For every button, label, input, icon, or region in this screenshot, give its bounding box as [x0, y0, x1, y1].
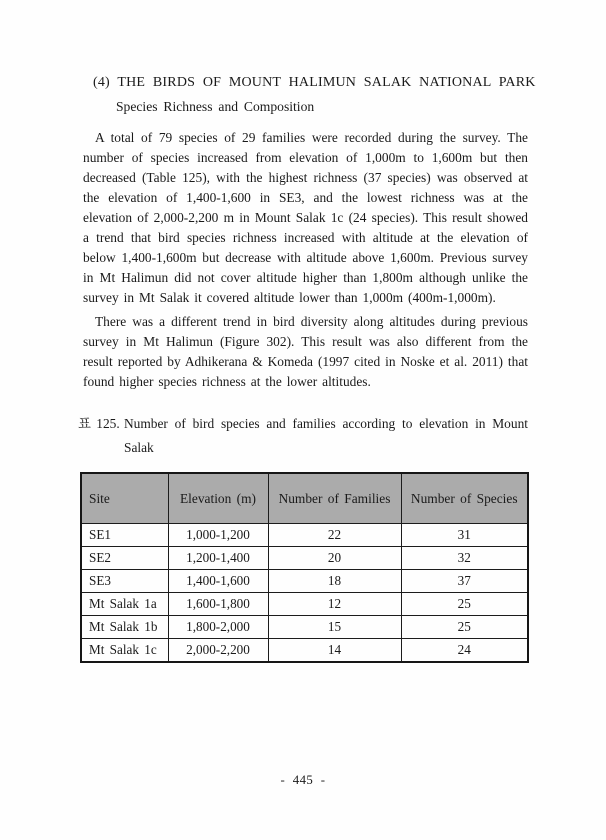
table-cell: 24 — [401, 639, 528, 663]
table-cell: 1,800-2,000 — [168, 616, 268, 639]
table-cell: 2,000-2,200 — [168, 639, 268, 663]
table-cell: 1,600-1,800 — [168, 593, 268, 616]
section-heading: (4) THE BIRDS OF MOUNT HALIMUN SALAK NATIONAL PARK — [93, 75, 536, 90]
table-cell: SE2 — [81, 547, 168, 570]
table-header-elevation: Elevation (m) — [168, 473, 268, 524]
table-header-site: Site — [81, 473, 168, 524]
table-header-row — [81, 473, 528, 524]
table-cell: 25 — [401, 616, 528, 639]
table-header-families: Number of Families — [268, 473, 401, 524]
table-cell: Mt Salak 1c — [81, 639, 168, 663]
page-content — [78, 0, 536, 663]
table-cell: SE1 — [81, 524, 168, 547]
bird-species-table — [80, 472, 529, 663]
section-subheading: Species Richness and Composition — [116, 99, 315, 114]
table-cell: 32 — [401, 547, 528, 570]
table-caption — [78, 412, 528, 460]
table-caption-label: 표 125. — [78, 416, 120, 431]
table-cell: 15 — [268, 616, 401, 639]
table-row — [81, 547, 528, 570]
table-header-species: Number of Species — [401, 473, 528, 524]
table-cell: 31 — [401, 524, 528, 547]
page-number: - 445 - — [280, 773, 326, 787]
table-row — [81, 570, 528, 593]
table-cell: 22 — [268, 524, 401, 547]
table-cell: 37 — [401, 570, 528, 593]
paragraph-species-richness: A total of 79 species of 29 families were recorded during the survey. The number of species increased from elevation of 1,000m to 1,600m but then decreased (Table 125), with the highest richness (37 species) was observed at the elevation of 1,400-1,600 in SE3, and the lowest richness was at the elevation of 2,000-2,200 m in Mount Salak 1c (24 species). This result showed a trend that bird species richness increased with altitude at the elevation of below 1,400-1,600m but decrease with altitude above 1,600m. Previous survey in Mt Halimun did not cover altitude higher than 1,800m although unlike the survey in Mt Salak it covered altitude lower than 1,000m (400m-1,000m). — [83, 130, 528, 305]
table-row — [81, 616, 528, 639]
table-cell: SE3 — [81, 570, 168, 593]
table-cell: 1,000-1,200 — [168, 524, 268, 547]
table-row — [81, 593, 528, 616]
table-row — [81, 524, 528, 547]
paragraph-diversity-trend: There was a different trend in bird diversity along altitudes during previous survey in Mt Halimun (Figure 302). This result was also different from the result reported by Adhikerana & Komeda (1997 cited in Noske et al. 2011) that found higher species richness at the lower altitudes. — [83, 314, 528, 389]
table-cell: Mt Salak 1a — [81, 593, 168, 616]
table-cell: Mt Salak 1b — [81, 616, 168, 639]
table-cell: 18 — [268, 570, 401, 593]
table-cell: 14 — [268, 639, 401, 663]
table-cell: 12 — [268, 593, 401, 616]
table-caption-text: Number of bird species and families according to elevation in Mount Salak — [124, 416, 528, 455]
table-cell: 1,200-1,400 — [168, 547, 268, 570]
table-row — [81, 639, 528, 663]
table-cell: 25 — [401, 593, 528, 616]
table-cell: 20 — [268, 547, 401, 570]
table-cell: 1,400-1,600 — [168, 570, 268, 593]
